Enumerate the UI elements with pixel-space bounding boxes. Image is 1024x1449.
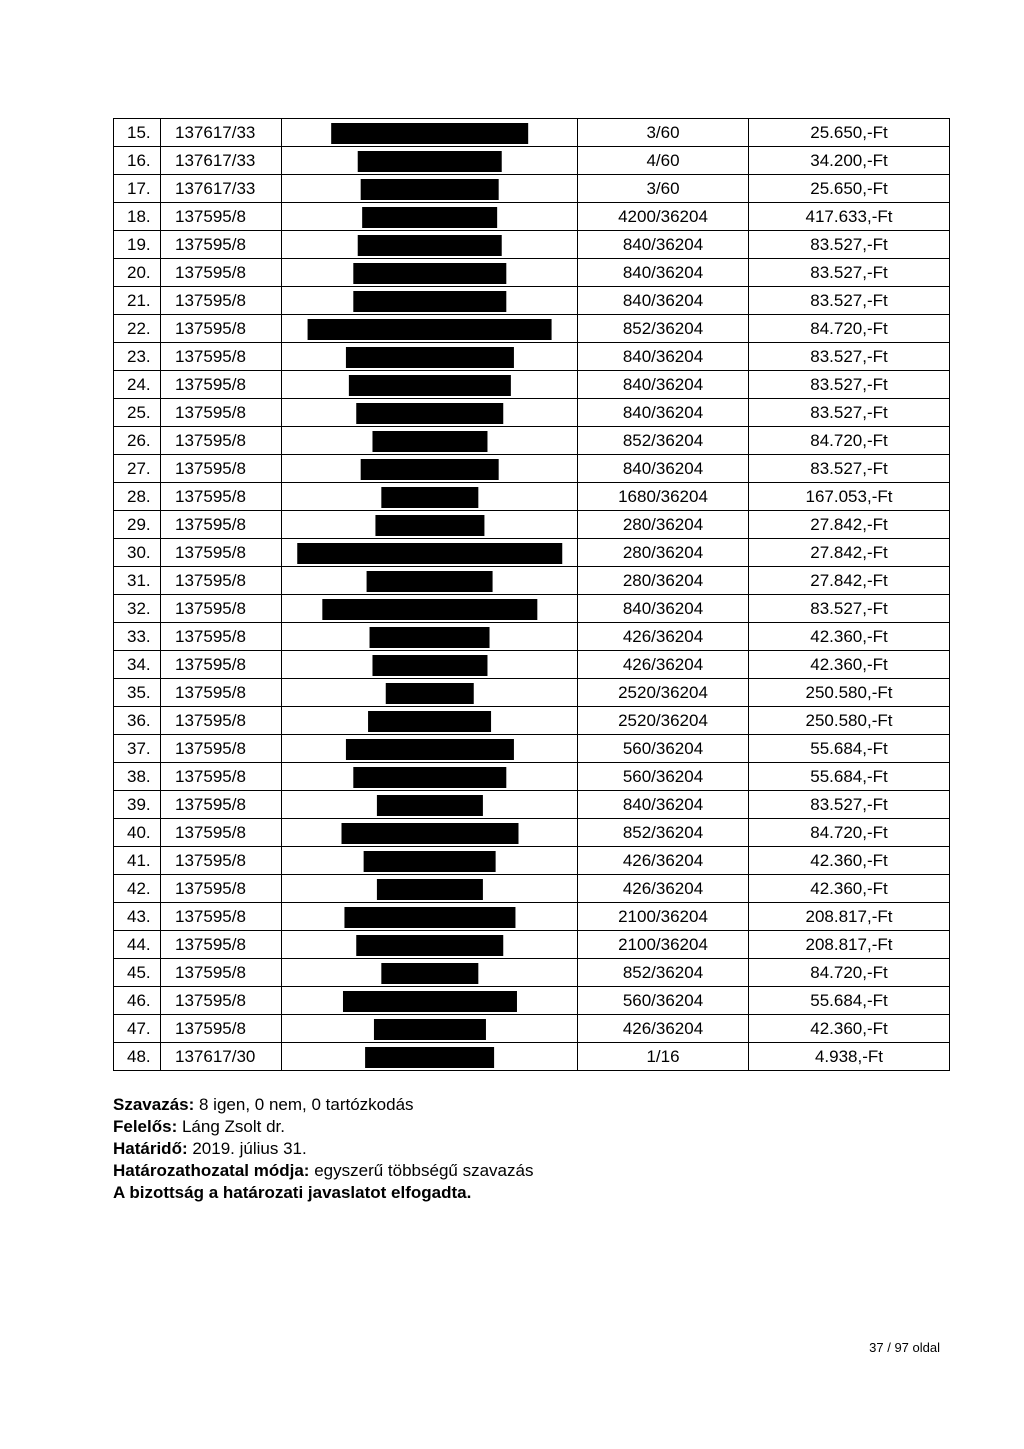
- redacted-owner-cell: [282, 875, 578, 903]
- redaction-bar: [372, 655, 487, 676]
- row-number-cell: 28.: [114, 483, 161, 511]
- table-row: [114, 679, 950, 707]
- parcel-number-cell: 137595/8: [161, 371, 282, 399]
- row-number-cell: 46.: [114, 987, 161, 1015]
- parcel-number-cell: 137595/8: [161, 847, 282, 875]
- amount-cell: 27.842,-Ft: [749, 567, 950, 595]
- parcel-number-cell: 137595/8: [161, 791, 282, 819]
- parcel-number-cell: 137595/8: [161, 567, 282, 595]
- allotment-table: [113, 118, 950, 1071]
- table-row: [114, 455, 950, 483]
- amount-cell: 55.684,-Ft: [749, 763, 950, 791]
- redacted-owner-cell: [282, 791, 578, 819]
- parcel-number-cell: 137595/8: [161, 343, 282, 371]
- row-number-cell: 37.: [114, 735, 161, 763]
- redacted-owner-cell: [282, 819, 578, 847]
- redaction-bar: [373, 1019, 485, 1040]
- responsible-value: Láng Zsolt dr.: [177, 1117, 285, 1136]
- redacted-owner-cell: [282, 567, 578, 595]
- amount-cell: 34.200,-Ft: [749, 147, 950, 175]
- redacted-owner-cell: [282, 987, 578, 1015]
- row-number-cell: 15.: [114, 119, 161, 147]
- redacted-owner-cell: [282, 119, 578, 147]
- amount-cell: 208.817,-Ft: [749, 931, 950, 959]
- redacted-owner-cell: [282, 763, 578, 791]
- ownership-share-cell: 840/36204: [578, 791, 749, 819]
- table-row: [114, 1015, 950, 1043]
- table-row: [114, 147, 950, 175]
- ownership-share-cell: 560/36204: [578, 763, 749, 791]
- redacted-owner-cell: [282, 679, 578, 707]
- redacted-owner-cell: [282, 707, 578, 735]
- row-number-cell: 16.: [114, 147, 161, 175]
- table-row: [114, 847, 950, 875]
- row-number-cell: 48.: [114, 1043, 161, 1071]
- responsible-line: [113, 1116, 533, 1138]
- conclusion-line: [113, 1182, 533, 1204]
- ownership-share-cell: 840/36204: [578, 259, 749, 287]
- parcel-number-cell: 137595/8: [161, 819, 282, 847]
- parcel-number-cell: 137595/8: [161, 1015, 282, 1043]
- redacted-owner-cell: [282, 595, 578, 623]
- amount-cell: 83.527,-Ft: [749, 259, 950, 287]
- redaction-bar: [376, 795, 482, 816]
- amount-cell: 42.360,-Ft: [749, 875, 950, 903]
- parcel-number-cell: 137617/33: [161, 147, 282, 175]
- ownership-share-cell: 560/36204: [578, 735, 749, 763]
- parcel-number-cell: 137617/30: [161, 1043, 282, 1071]
- redaction-bar: [381, 963, 478, 984]
- amount-cell: 417.633,-Ft: [749, 203, 950, 231]
- table-row: [114, 623, 950, 651]
- parcel-number-cell: 137595/8: [161, 931, 282, 959]
- redaction-bar: [353, 767, 506, 788]
- table-row: [114, 203, 950, 231]
- amount-cell: 83.527,-Ft: [749, 343, 950, 371]
- row-number-cell: 41.: [114, 847, 161, 875]
- redacted-owner-cell: [282, 399, 578, 427]
- amount-cell: 42.360,-Ft: [749, 623, 950, 651]
- method-line: [113, 1160, 533, 1182]
- redaction-bar: [348, 375, 510, 396]
- redaction-bar: [331, 123, 529, 144]
- row-number-cell: 17.: [114, 175, 161, 203]
- redacted-owner-cell: [282, 343, 578, 371]
- parcel-number-cell: 137595/8: [161, 315, 282, 343]
- redacted-owner-cell: [282, 735, 578, 763]
- redaction-bar: [363, 851, 496, 872]
- allotment-table-body: [114, 119, 950, 1071]
- redacted-owner-cell: [282, 315, 578, 343]
- table-row: [114, 539, 950, 567]
- method-value: egyszerű többségű szavazás: [309, 1161, 534, 1180]
- table-row: [114, 651, 950, 679]
- ownership-share-cell: 280/36204: [578, 511, 749, 539]
- ownership-share-cell: 852/36204: [578, 427, 749, 455]
- ownership-share-cell: 840/36204: [578, 231, 749, 259]
- redacted-owner-cell: [282, 623, 578, 651]
- amount-cell: 84.720,-Ft: [749, 427, 950, 455]
- redacted-owner-cell: [282, 175, 578, 203]
- parcel-number-cell: 137617/33: [161, 175, 282, 203]
- deadline-label: Határidő:: [113, 1139, 188, 1158]
- amount-cell: 27.842,-Ft: [749, 511, 950, 539]
- redacted-owner-cell: [282, 455, 578, 483]
- ownership-share-cell: 426/36204: [578, 1015, 749, 1043]
- redaction-bar: [369, 627, 490, 648]
- parcel-number-cell: 137617/33: [161, 119, 282, 147]
- ownership-share-cell: 560/36204: [578, 987, 749, 1015]
- method-label: Határozathozatal módja:: [113, 1161, 310, 1180]
- deadline-line: [113, 1138, 533, 1160]
- parcel-number-cell: 137595/8: [161, 539, 282, 567]
- table-row: [114, 371, 950, 399]
- row-number-cell: 33.: [114, 623, 161, 651]
- ownership-share-cell: 2520/36204: [578, 707, 749, 735]
- amount-cell: 250.580,-Ft: [749, 679, 950, 707]
- row-number-cell: 43.: [114, 903, 161, 931]
- table-row: [114, 399, 950, 427]
- vote-label: Szavazás:: [113, 1095, 195, 1114]
- ownership-share-cell: 1/16: [578, 1043, 749, 1071]
- redaction-bar: [375, 515, 484, 536]
- amount-cell: 250.580,-Ft: [749, 707, 950, 735]
- table-row: [114, 427, 950, 455]
- redacted-owner-cell: [282, 147, 578, 175]
- row-number-cell: 26.: [114, 427, 161, 455]
- table-row: [114, 483, 950, 511]
- amount-cell: 4.938,-Ft: [749, 1043, 950, 1071]
- redaction-bar: [307, 319, 552, 340]
- redacted-owner-cell: [282, 539, 578, 567]
- redacted-owner-cell: [282, 1043, 578, 1071]
- redaction-bar: [344, 907, 515, 928]
- redaction-bar: [353, 291, 506, 312]
- parcel-number-cell: 137595/8: [161, 903, 282, 931]
- row-number-cell: 20.: [114, 259, 161, 287]
- redaction-bar: [356, 935, 504, 956]
- redaction-bar: [381, 487, 478, 508]
- amount-cell: 55.684,-Ft: [749, 987, 950, 1015]
- table-row: [114, 119, 950, 147]
- resolution-summary: [113, 1094, 533, 1204]
- redacted-owner-cell: [282, 651, 578, 679]
- table-row: [114, 987, 950, 1015]
- ownership-share-cell: 840/36204: [578, 399, 749, 427]
- parcel-number-cell: 137595/8: [161, 427, 282, 455]
- redaction-bar: [376, 879, 482, 900]
- parcel-number-cell: 137595/8: [161, 875, 282, 903]
- row-number-cell: 47.: [114, 1015, 161, 1043]
- row-number-cell: 35.: [114, 679, 161, 707]
- amount-cell: 83.527,-Ft: [749, 455, 950, 483]
- redaction-bar: [360, 179, 499, 200]
- table-row: [114, 931, 950, 959]
- ownership-share-cell: 426/36204: [578, 623, 749, 651]
- redacted-owner-cell: [282, 847, 578, 875]
- vote-value: 8 igen, 0 nem, 0 tartózkodás: [194, 1095, 414, 1114]
- table-row: [114, 735, 950, 763]
- table-row: [114, 903, 950, 931]
- redacted-owner-cell: [282, 203, 578, 231]
- redaction-bar: [353, 263, 506, 284]
- ownership-share-cell: 840/36204: [578, 595, 749, 623]
- parcel-number-cell: 137595/8: [161, 623, 282, 651]
- parcel-number-cell: 137595/8: [161, 679, 282, 707]
- ownership-share-cell: 852/36204: [578, 959, 749, 987]
- redaction-bar: [366, 571, 493, 592]
- parcel-number-cell: 137595/8: [161, 287, 282, 315]
- table-row: [114, 567, 950, 595]
- row-number-cell: 30.: [114, 539, 161, 567]
- amount-cell: 83.527,-Ft: [749, 231, 950, 259]
- table-row: [114, 231, 950, 259]
- table-row: [114, 875, 950, 903]
- redacted-owner-cell: [282, 287, 578, 315]
- redacted-owner-cell: [282, 959, 578, 987]
- parcel-number-cell: 137595/8: [161, 595, 282, 623]
- row-number-cell: 40.: [114, 819, 161, 847]
- amount-cell: 84.720,-Ft: [749, 819, 950, 847]
- row-number-cell: 36.: [114, 707, 161, 735]
- amount-cell: 83.527,-Ft: [749, 399, 950, 427]
- table-row: [114, 595, 950, 623]
- ownership-share-cell: 4200/36204: [578, 203, 749, 231]
- parcel-number-cell: 137595/8: [161, 455, 282, 483]
- ownership-share-cell: 1680/36204: [578, 483, 749, 511]
- responsible-label: Felelős:: [113, 1117, 178, 1136]
- redacted-owner-cell: [282, 483, 578, 511]
- ownership-share-cell: 280/36204: [578, 539, 749, 567]
- ownership-share-cell: 840/36204: [578, 455, 749, 483]
- row-number-cell: 18.: [114, 203, 161, 231]
- parcel-number-cell: 137595/8: [161, 707, 282, 735]
- redaction-bar: [297, 543, 563, 564]
- parcel-number-cell: 137595/8: [161, 763, 282, 791]
- redacted-owner-cell: [282, 1015, 578, 1043]
- ownership-share-cell: 852/36204: [578, 315, 749, 343]
- ownership-share-cell: 840/36204: [578, 287, 749, 315]
- ownership-share-cell: 840/36204: [578, 371, 749, 399]
- redacted-owner-cell: [282, 511, 578, 539]
- amount-cell: 25.650,-Ft: [749, 175, 950, 203]
- ownership-share-cell: 840/36204: [578, 343, 749, 371]
- table-row: [114, 763, 950, 791]
- row-number-cell: 42.: [114, 875, 161, 903]
- row-number-cell: 39.: [114, 791, 161, 819]
- table-row: [114, 511, 950, 539]
- ownership-share-cell: 2100/36204: [578, 931, 749, 959]
- ownership-share-cell: 3/60: [578, 175, 749, 203]
- amount-cell: 27.842,-Ft: [749, 539, 950, 567]
- ownership-share-cell: 426/36204: [578, 651, 749, 679]
- redaction-bar: [368, 711, 492, 732]
- redacted-owner-cell: [282, 427, 578, 455]
- parcel-number-cell: 137595/8: [161, 203, 282, 231]
- redaction-bar: [385, 683, 474, 704]
- parcel-number-cell: 137595/8: [161, 483, 282, 511]
- ownership-share-cell: 4/60: [578, 147, 749, 175]
- redaction-bar: [342, 991, 516, 1012]
- redaction-bar: [362, 207, 498, 228]
- table-row: [114, 259, 950, 287]
- redaction-bar: [357, 235, 502, 256]
- row-number-cell: 45.: [114, 959, 161, 987]
- ownership-share-cell: 852/36204: [578, 819, 749, 847]
- amount-cell: 55.684,-Ft: [749, 735, 950, 763]
- page-number: 37 / 97 oldal: [869, 1340, 940, 1355]
- redaction-bar: [341, 823, 518, 844]
- amount-cell: 83.527,-Ft: [749, 791, 950, 819]
- redaction-bar: [357, 151, 502, 172]
- amount-cell: 167.053,-Ft: [749, 483, 950, 511]
- table-row: [114, 959, 950, 987]
- table-row: [114, 175, 950, 203]
- redaction-bar: [365, 1047, 495, 1068]
- redacted-owner-cell: [282, 259, 578, 287]
- table-row: [114, 1043, 950, 1071]
- parcel-number-cell: 137595/8: [161, 959, 282, 987]
- ownership-share-cell: 3/60: [578, 119, 749, 147]
- amount-cell: 83.527,-Ft: [749, 595, 950, 623]
- row-number-cell: 29.: [114, 511, 161, 539]
- amount-cell: 84.720,-Ft: [749, 959, 950, 987]
- table-row: [114, 791, 950, 819]
- row-number-cell: 27.: [114, 455, 161, 483]
- table-row: [114, 819, 950, 847]
- redacted-owner-cell: [282, 371, 578, 399]
- amount-cell: 25.650,-Ft: [749, 119, 950, 147]
- redaction-bar: [345, 739, 513, 760]
- redaction-bar: [372, 431, 487, 452]
- ownership-share-cell: 2520/36204: [578, 679, 749, 707]
- row-number-cell: 31.: [114, 567, 161, 595]
- row-number-cell: 38.: [114, 763, 161, 791]
- amount-cell: 83.527,-Ft: [749, 371, 950, 399]
- ownership-share-cell: 280/36204: [578, 567, 749, 595]
- conclusion-text: A bizottság a határozati javaslatot elfogadta.: [113, 1183, 472, 1202]
- deadline-value: 2019. július 31.: [187, 1139, 307, 1158]
- redacted-owner-cell: [282, 903, 578, 931]
- row-number-cell: 34.: [114, 651, 161, 679]
- amount-cell: 84.720,-Ft: [749, 315, 950, 343]
- ownership-share-cell: 426/36204: [578, 875, 749, 903]
- redacted-owner-cell: [282, 231, 578, 259]
- row-number-cell: 19.: [114, 231, 161, 259]
- parcel-number-cell: 137595/8: [161, 651, 282, 679]
- row-number-cell: 25.: [114, 399, 161, 427]
- amount-cell: 42.360,-Ft: [749, 1015, 950, 1043]
- amount-cell: 83.527,-Ft: [749, 287, 950, 315]
- row-number-cell: 23.: [114, 343, 161, 371]
- vote-line: [113, 1094, 533, 1116]
- table-row: [114, 315, 950, 343]
- row-number-cell: 44.: [114, 931, 161, 959]
- row-number-cell: 24.: [114, 371, 161, 399]
- parcel-number-cell: 137595/8: [161, 399, 282, 427]
- amount-cell: 42.360,-Ft: [749, 651, 950, 679]
- redaction-bar: [322, 599, 537, 620]
- parcel-number-cell: 137595/8: [161, 511, 282, 539]
- redaction-bar: [345, 347, 513, 368]
- table-row: [114, 707, 950, 735]
- parcel-number-cell: 137595/8: [161, 987, 282, 1015]
- redacted-owner-cell: [282, 931, 578, 959]
- ownership-share-cell: 2100/36204: [578, 903, 749, 931]
- redaction-bar: [356, 403, 504, 424]
- ownership-share-cell: 426/36204: [578, 847, 749, 875]
- table-row: [114, 343, 950, 371]
- amount-cell: 42.360,-Ft: [749, 847, 950, 875]
- row-number-cell: 22.: [114, 315, 161, 343]
- row-number-cell: 32.: [114, 595, 161, 623]
- parcel-number-cell: 137595/8: [161, 735, 282, 763]
- row-number-cell: 21.: [114, 287, 161, 315]
- parcel-number-cell: 137595/8: [161, 259, 282, 287]
- redaction-bar: [360, 459, 499, 480]
- table-row: [114, 287, 950, 315]
- amount-cell: 208.817,-Ft: [749, 903, 950, 931]
- parcel-number-cell: 137595/8: [161, 231, 282, 259]
